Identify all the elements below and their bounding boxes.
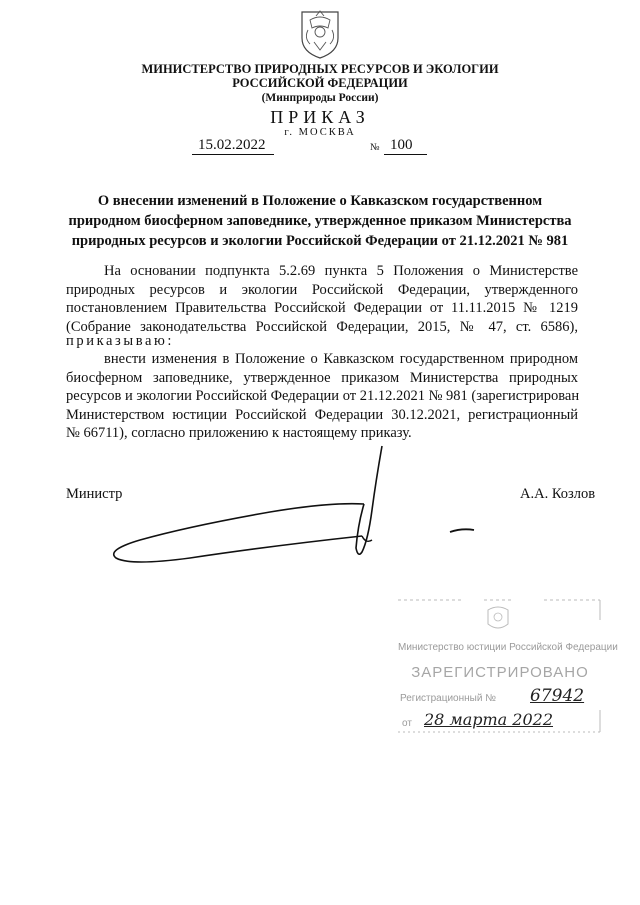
- signer-position: Министр: [66, 486, 123, 502]
- order-word: приказываю:: [66, 333, 175, 349]
- stamp-ministry-line: Министерство юстиции Российской Федерации: [398, 642, 618, 653]
- stamp-registered-label: ЗАРЕГИСТРИРОВАНО: [411, 664, 589, 681]
- registration-stamp: [394, 590, 618, 740]
- ministry-name-line2: РОССИЙСКОЙ ФЕДЕРАЦИИ: [232, 76, 408, 90]
- basis-paragraph: [66, 262, 578, 336]
- document-title: [60, 191, 580, 251]
- handwritten-signature: [100, 440, 500, 580]
- paragraph-line: Министерством юстиции Российской Федерации 30.12.2021, регистрационный: [66, 406, 578, 423]
- order-paragraph: [66, 350, 578, 443]
- title-line: О внесении изменений в Положение о Кавказском государственном: [97, 193, 543, 209]
- paragraph-line: внести изменения в Положение о Кавказском государственном природном: [104, 351, 578, 367]
- paragraph-line: ресурсов и экологии Российской Федерации от 21.12.2021 № 981 (зарегистрирован: [66, 388, 580, 405]
- paragraph-line: природных ресурсов и экологии Российской Федерации, утвержденного: [66, 281, 578, 298]
- stamp-handwritten-date: 28 марта 2022: [424, 710, 554, 729]
- paragraph-line: биосферном заповеднике, утвержденное приказом Министерства природных: [66, 369, 578, 386]
- title-line: природном биосферном заповеднике, утвержденное приказом Министерства: [68, 213, 572, 229]
- document-city: г. МОСКВА: [284, 127, 356, 138]
- title-line: природных ресурсов и экологии Российской Федерации от 21.12.2021 № 981: [71, 233, 569, 249]
- paragraph-line: (Собрание законодательства Российской Федерации, 2015, № 47, ст. 6586),: [66, 318, 578, 335]
- signer-name: А.А. Козлов: [520, 486, 596, 502]
- stamp-reg-number-label: Регистрационный №: [400, 693, 496, 704]
- paragraph-line: постановлением Правительства Российской Федерации от 11.11.2015 № 1219: [66, 300, 578, 317]
- stamp-date-prefix: от: [402, 718, 412, 729]
- document-type: ПРИКАЗ: [270, 107, 370, 127]
- paragraph-line: На основании подпункта 5.2.69 пункта 5 Положения о Министерстве: [104, 263, 578, 279]
- coat-of-arms-emblem: [296, 8, 344, 60]
- stamp-reg-number: 67942: [530, 686, 585, 706]
- document-date: 15.02.2022: [192, 137, 274, 155]
- ministry-short-name: (Минприроды России): [261, 92, 379, 104]
- number-label: №: [370, 142, 380, 153]
- paragraph-line: № 66711), согласно приложению к настоящему приказу.: [66, 425, 412, 442]
- document-number: 100: [384, 137, 427, 155]
- ministry-name-line1: МИНИСТЕРСТВО ПРИРОДНЫХ РЕСУРСОВ И ЭКОЛОГИИ: [141, 62, 499, 76]
